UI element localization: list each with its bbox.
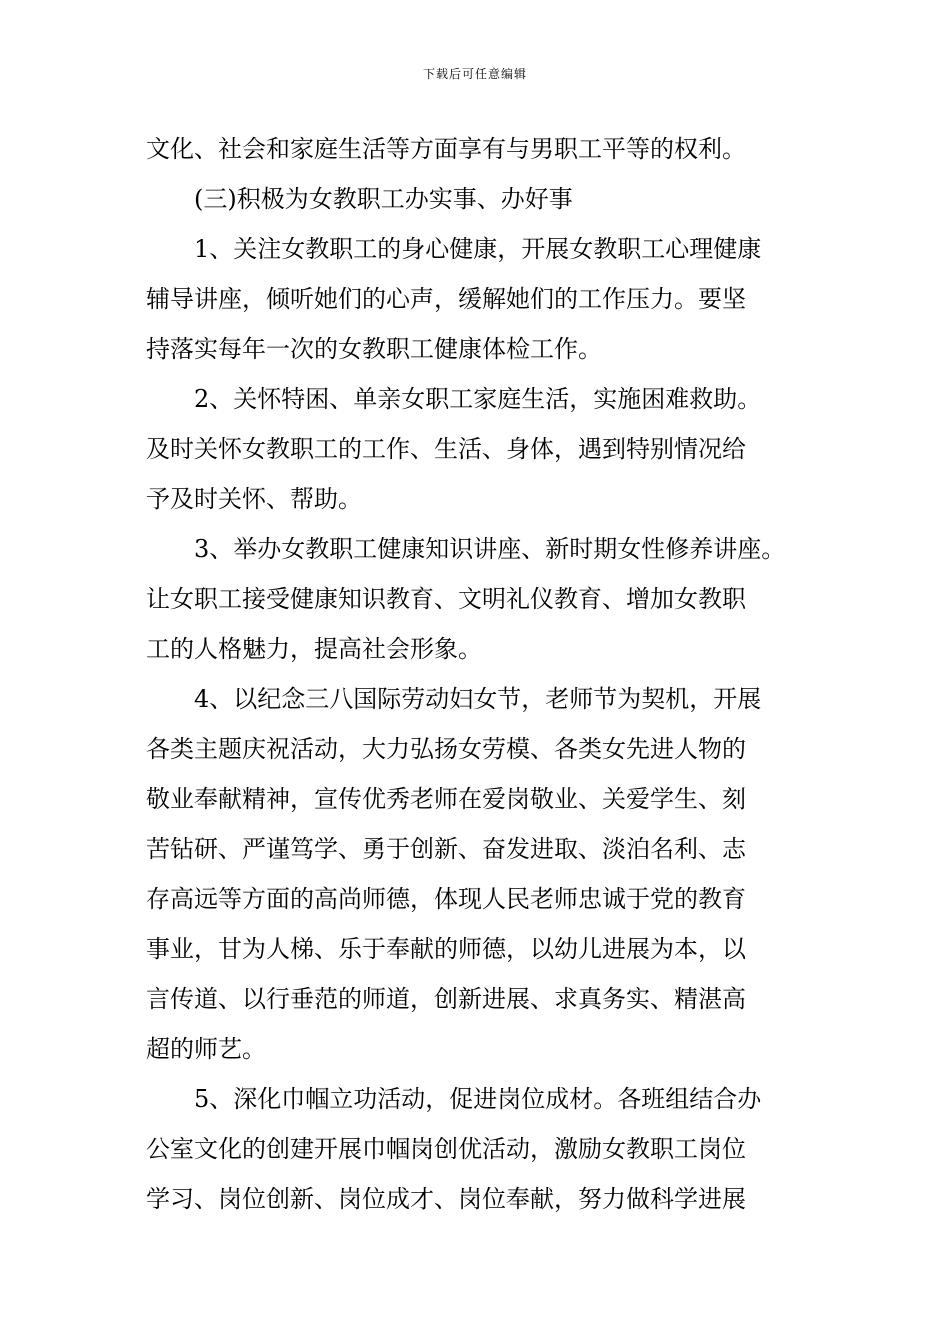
text-line: 1、关注女教职工的身心健康，开展女教职工心理健康	[194, 235, 762, 263]
text-line: 及时关怀女教职工的工作、生活、身体，遇到特别情况给	[146, 435, 746, 463]
text-line: 言传道、以行垂范的师道，创新进展、求真务实、精湛高	[146, 985, 746, 1013]
text-line: 持落实每年一次的女教职工健康体检工作。	[146, 335, 602, 363]
text-line: 3、举办女教职工健康知识讲座、新时期女性修养讲座。	[194, 535, 786, 563]
text-line: 让女职工接受健康知识教育、文明礼仪教育、增加女教职	[146, 585, 746, 613]
text-line: 存高远等方面的高尚师德，体现人民老师忠诚于党的教育	[146, 885, 746, 913]
document-body	[146, 124, 806, 1224]
text-line: 敬业奉献精神，宣传优秀老师在爱岗敬业、关爱学生、刻	[146, 785, 746, 813]
text-line: 工的人格魅力，提高社会形象。	[146, 635, 482, 663]
text-line: 文化、社会和家庭生活等方面享有与男职工平等的权利。	[146, 135, 746, 163]
text-line: 超的师艺。	[146, 1035, 266, 1063]
text-line: 予及时关怀、帮助。	[146, 485, 362, 513]
text-line: 事业，甘为人梯、乐于奉献的师德，以幼儿进展为本，以	[146, 935, 746, 963]
text-line: 公室文化的创建开展巾帼岗创优活动，激励女教职工岗位	[146, 1135, 746, 1163]
text-line: 4、以纪念三八国际劳动妇女节，老师节为契机，开展	[194, 685, 762, 713]
text-line: 2、关怀特困、单亲女职工家庭生活，实施困难救助。	[194, 385, 762, 413]
text-line: 学习、岗位创新、岗位成才、岗位奉献，努力做科学进展	[146, 1185, 746, 1213]
text-line: 各类主题庆祝活动，大力弘扬女劳模、各类女先进人物的	[146, 735, 746, 763]
text-line: 5、深化巾帼立功活动，促进岗位成材。各班组结合办	[194, 1085, 762, 1113]
text-line: 辅导讲座，倾听她们的心声，缓解她们的工作压力。要坚	[146, 285, 746, 313]
text-line: 苦钻研、严谨笃学、勇于创新、奋发进取、淡泊名利、志	[146, 835, 746, 863]
text-line: (三)积极为女教职工办实事、办好事	[194, 185, 573, 213]
page-header: 下载后可任意编辑	[422, 67, 527, 81]
